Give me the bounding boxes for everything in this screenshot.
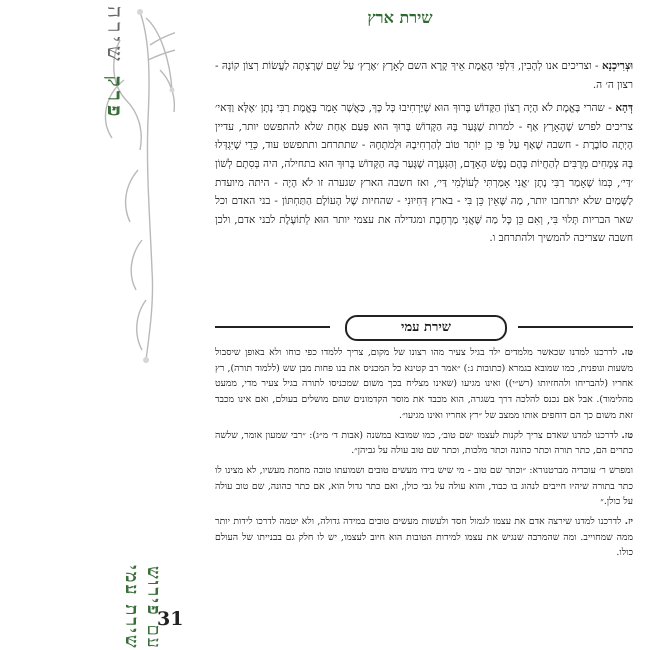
commentary-title-part-3: שירת (121, 604, 142, 650)
paragraph-number: טז. (621, 429, 633, 441)
paragraph-body: ומפרש ר׳ עובדיה מברטנורא: ״וכתר שם טוב - מי שיש בידו מעשים טובים ושמועתו טובה מחמת מעשיו, לא מצינו לו כתר בתורה שיהיו חייבים לנהוג בו כבוד, והוא עולה על גבי כולן, ואם כתר גדול הוא, אם כתר כהונה, שם טוב עולה על כולן.״ (215, 464, 633, 508)
commentary-paragraph (215, 345, 633, 424)
section-divider (215, 313, 633, 341)
commentary-paragraph (215, 428, 633, 459)
paragraph-number: יז. (624, 516, 633, 528)
paragraph-body: - שהרי בֶּאֱמֶת לֹא הָיָה רְצוֹן הַקָּדוֹשׁ בָּרוּךְ הוּא שֶׁיַּרְחִיבוּ כָּל כָּךְ, כַּאֲשֶׁר אָמַר בֶּאֱמֶת רַבִּי נָתָן ׳אֶלָּא וַדַּאי׳ צריכים לפרש שֶׁהָאָרֶץ אַף - למרות שֶׁגָּעַר בָּהּ הַקָּדוֹשׁ בָּרוּךְ הוּא פַּעַם אַחַת שלא להתפשט יותר, עדיין הָיְתָה סוֹבֶרֶת - חשבה שֶׁאַף עַל פִּי כֵן יוֹתֵר טוֹב לְהַרְחִיבָהּ וּלְמֹתְחָהּ - שתתרחב ותתפשט עוד, כְּדֵי שֶׁיִּגְדְּלוּ בָּהּ צְמָחִים מְרֻבִּים לְהַחֲיוֹת בָּהֶם נֶפֶשׁ הָאָדָם, וְהַגְּעָרָה שֶׁגָּעַר בָּהּ הַקָּדוֹשׁ בָּרוּךְ הוּא בתחילה, היה בְּסִתָם לְשׁוֹן ׳דַּי׳, כְּמוֹ שֶׁאָמַר רַבִּי נָתָן ׳אֲנִי אָמַרְתִּי לְעוֹלָמִי דַּי׳, ואז חשבה הארץ שגערה זו לֹא הָיָה - היתה מיועדת לַשָּׁמַיִם שלא יתרחבו יותר, מַה שֶּׁאֵין כֵּן בִּי - בארץ דְּחִיוּנִי - שהחיות שֶׁל הָעוֹלָם הַתַּחְתּוֹן - בני האדם וכל שאר הבריות תָּלוּי בִּי, וְאִם כֵּן כָּל מַה שֶּׁאֲנִי מַרְחֶבֶת ומגדילה את עצמי יותר הוּא לְתוֹעֶלֶת לבני אדם, ולכן חשבה שצריכה להמשיך ולהתרחב ו. (215, 102, 633, 245)
paragraph-lead: דְּהָא (615, 102, 633, 115)
paragraph-body: לדרכנו למדנו שירצה אדם את עצמו לגמול חסד ולעשות מעשים טובים במידה גדולה, ולא יטמה לדרכו לידות יותר ממה שמחוייב. ומה שהמרבה שנגיש את עצמו למידות הטובות הוא חיוב לעצמו, יש לו חלק גם בבנייתו של העולם כולו. (215, 516, 633, 559)
commentary-title-part-2: פירוש (143, 566, 164, 617)
paragraph-body: לדרכנו למדנו שכאשר מלמדים ילד בגיל צעיר מהו רצונו של מקום, צריך ללמדו כפי כוחו ולא באופן שיסבול משעות וגופנית, כמו שמובא בגמרא (כתובות נ:) ״אמר רב קטינא כל המכניס את בנו פחות מבן שש (ללמוד תורה), רץ אחריו (להבריחו ולהחזיותו (רש״י)) ואינו מגיעו (שאינו מצליח בכך משום שמכניסו לתורה בגיל צעיר מדי, ממעט מהלימוד). אבל אם נכנס להלכה דרך בשגרה, הוא מכבד את מוסר הקדמונים שהם מושלים בעולם, ואם אינו מכבד זאת משום כך הם דוחפים אותו ממצב של ״רץ אחריו ואינו מגיעו״. (215, 347, 633, 421)
commentary-paragraph (215, 514, 633, 561)
chapter-label-text: פרק (103, 75, 128, 121)
page-number: 31 (157, 608, 184, 630)
commentary-text (215, 345, 633, 565)
commentary-title-part-1: עם (143, 624, 164, 650)
divider-line-left (215, 326, 330, 328)
chapter-label (102, 6, 128, 120)
main-paragraph-1 (215, 57, 633, 94)
paragraph-body: לדרכנו למדנו שאדם צריך לקנות לעצמו ׳שם טוב׳, כמו שמובא במשנה (אבות ד׳ מ״ג): ״רבי שמעון אומר, שלשה כתרים הם, כתר תורה וכתר כהונה וכתר מלכות, וכתר שם טוב עולה על גביהן״. (215, 429, 633, 457)
divider-line-right (518, 326, 633, 328)
chapter-name-text: שירה (103, 6, 127, 65)
main-text (215, 57, 633, 253)
paragraph-number: טז. (621, 347, 633, 358)
commentary-title-part-4: עמי (121, 565, 142, 597)
commentary-paragraph (215, 463, 633, 510)
paragraph-body: - וצריכים אנו לְהָבִין, דִּלְפִי הָאֱמֶת אֵיךְ קָרָא השם לָאָרֶץ ׳אֶרֶץ׳ עַל שֵׁם שֶׁרָצְתָה לַעֲשׂוֹת רְצוֹן קוֹנָהּ - רצון ה׳ ה. (215, 60, 633, 91)
section-divider-label: שירת עמי (345, 315, 507, 341)
page-header-title: שירת ארץ (367, 8, 433, 27)
main-paragraph-2 (215, 99, 633, 248)
paragraph-lead: וּצְרִיכְנָא (601, 60, 633, 72)
decorative-margin (0, 0, 184, 650)
